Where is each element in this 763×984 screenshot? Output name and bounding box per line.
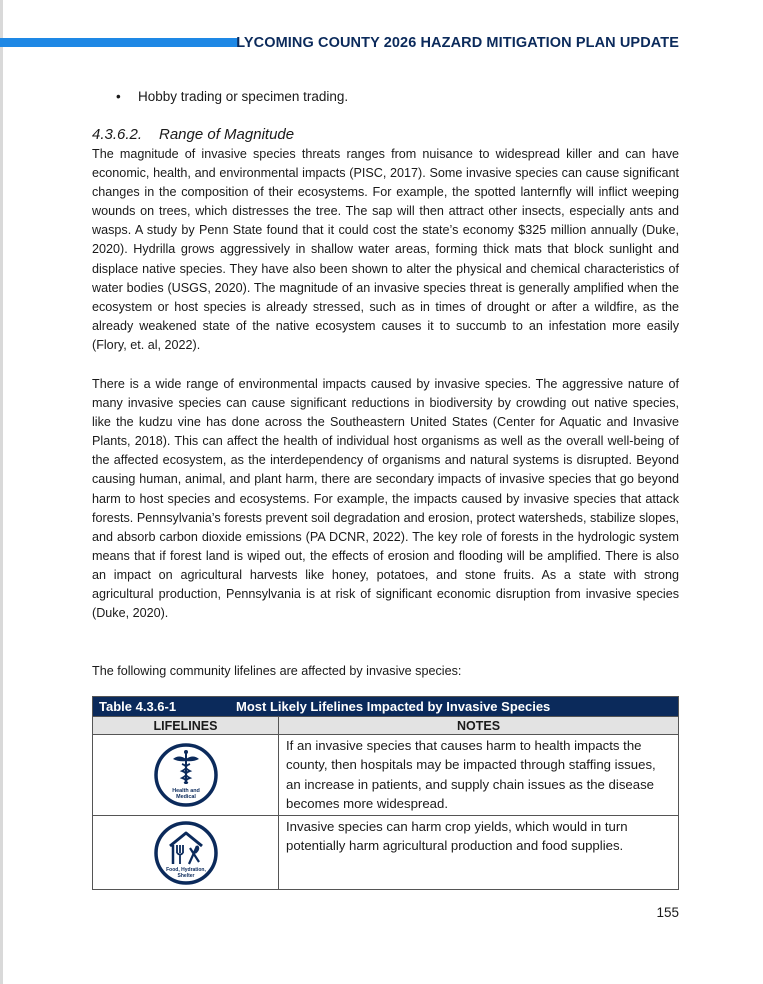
section-number: 4.3.6.2. bbox=[92, 126, 143, 143]
document-header-title: LYCOMING COUNTY 2026 HAZARD MITIGATION PLAN UPDATE bbox=[236, 35, 679, 51]
table-intro-text: The following community lifelines are affected by invasive species: bbox=[92, 664, 462, 678]
health-and-medical-icon bbox=[153, 742, 219, 808]
column-header-notes: NOTES bbox=[279, 717, 679, 735]
page-left-edge bbox=[0, 0, 3, 984]
table-number: Table 4.3.6-1 bbox=[99, 699, 177, 714]
table-caption-text: Most Likely Lifelines Impacted by Invasive Species bbox=[236, 699, 551, 714]
lifeline-icon-cell bbox=[93, 735, 279, 816]
lifelines-table bbox=[92, 696, 679, 890]
page-number: 155 bbox=[656, 905, 679, 920]
food-icon-label-line-2: Shelter bbox=[177, 872, 194, 879]
bullet-marker: • bbox=[116, 89, 121, 104]
paragraph-environmental-impacts: There is a wide range of environmental impacts caused by invasive species. The aggressive nature of many invasive species can cause significant reductions in biodiversity by crowding out native species, like the kudzu vine has done across the Southeastern United States (Center for Aquatic and Invasive Plants, 2018). This can affect the health of individual host organisms as well as the overall well-being of the affected ecosystem, as the interdependency of organisms and natural systems is disrupted. Beyond causing human, animal, and plant harm, there are secondary impacts of invasive species that go beyond harm to host species and ecosystems. For example, the impacts caused by invasive species that attack forests. Pennsylvania’s forests prevent soil degradation and erosion, protect watersheds, stabilize slopes, and absorb carbon dioxide emissions (PA DCNR, 2022). The key role of forests in the hydrologic system means that if forest land is wiped out, the effects of erosion and flooding will be amplified. There is also an impact on agricultural harvests like honey, potatoes, and stone fruits. As a state with strong agricultural production, Pennsylvania is at risk of significant economic disruption from invasive species (Duke, 2020). bbox=[92, 377, 679, 621]
column-header-lifelines: LIFELINES bbox=[93, 717, 279, 735]
table-row bbox=[93, 735, 679, 816]
food-icon-label-line-1: Food, Hydration, bbox=[165, 866, 206, 873]
table-caption bbox=[93, 697, 679, 717]
table-row bbox=[93, 816, 679, 890]
food-hydration-shelter-icon bbox=[153, 820, 219, 886]
paragraph-magnitude: The magnitude of invasive species threats ranges from nuisance to widespread killer and can have economic, health, and environmental impacts (PISC, 2017). Some invasive species can cause significant changes in the composition of their ecosystems. For example, the spotted lanternfly will inflict weeping wounds on trees, which distresses the tree. The sap will then attract other insects, especially ants and wasps. A study by Penn State found that it could cost the state’s economy $325 million annually (Duke, 2020). Hydrilla grows aggressively in shallow water areas, forming thick mats that block sunlight and displace native species. They have also been shown to alter the physical and chemical characteristics of water bodies (USGS, 2020). The magnitude of an invasive species threat is generally amplified when the ecosystem or host species is already stressed, such as in times of drought or after a wildfire, as the already weakened state of the native ecosystem causes it to succumb to an infestation more easily (Flory, et. al, 2022). bbox=[92, 147, 679, 352]
section-heading bbox=[92, 126, 294, 143]
lifeline-note: If an invasive species that causes harm to health impacts the county, then hospitals may be impacted through staffing issues, an increase in patients, and supply chain issues as the disease becomes more widespread. bbox=[279, 735, 679, 816]
header-accent-bar bbox=[0, 38, 238, 47]
lifeline-note: Invasive species can harm crop yields, which would in turn potentially harm agricultural production and food supplies. bbox=[279, 816, 679, 890]
table-caption-row bbox=[93, 697, 679, 717]
section-title: Range of Magnitude bbox=[159, 126, 295, 143]
health-icon-label-line-1: Health and bbox=[171, 788, 200, 794]
health-icon-label-line-2: Medical bbox=[175, 794, 196, 800]
bullet-item: Hobby trading or specimen trading. bbox=[138, 89, 349, 104]
table-header-row bbox=[93, 717, 679, 735]
lifeline-icon-cell bbox=[93, 816, 279, 890]
